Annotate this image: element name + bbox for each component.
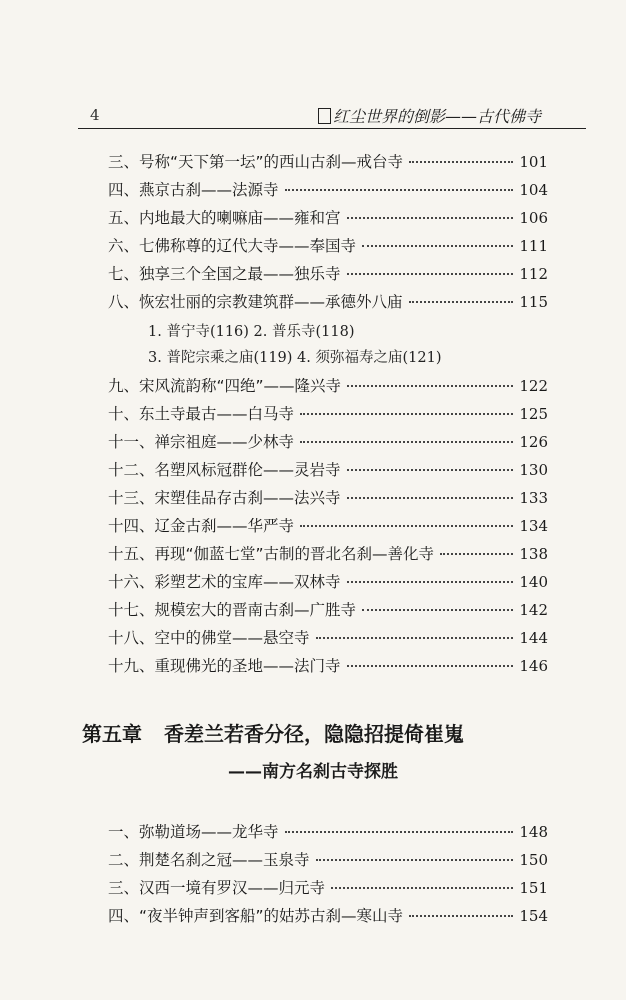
- toc-entry-title: 十、东土寺最古——白马寺: [108, 405, 295, 423]
- toc-entry-page: 106: [519, 209, 548, 227]
- toc-entry-page: 101: [519, 153, 548, 171]
- toc-entry-page: 111: [519, 237, 548, 255]
- toc-entry-title: 十五、再现“伽蓝七堂”古制的晋北名刹—善化寺: [108, 545, 435, 563]
- toc-entry-title: 八、恢宏壮丽的宗教建筑群——承德外八庙: [108, 293, 403, 311]
- toc-row: [108, 570, 548, 594]
- dot-leader: [300, 413, 513, 415]
- toc-entry-page: 138: [519, 545, 548, 563]
- toc-row: [108, 514, 548, 538]
- toc-entry-page: 148: [519, 823, 548, 841]
- toc-entry-page: 112: [519, 265, 548, 283]
- toc-row: [108, 430, 548, 454]
- toc-row: [108, 234, 548, 258]
- toc-entry-title: 四、“夜半钟声到客船”的姑苏古刹—寒山寺: [108, 907, 404, 925]
- toc-entry-title: 十二、名塑风标冠群伦——灵岩寺: [108, 461, 341, 479]
- dot-leader: [440, 553, 513, 555]
- dot-leader: [409, 915, 513, 917]
- toc-row: [108, 486, 548, 510]
- dot-leader: [347, 217, 514, 219]
- dot-leader: [362, 245, 513, 247]
- dot-leader: [347, 469, 514, 471]
- toc-entry-title: 十九、重现佛光的圣地——法门寺: [108, 657, 341, 675]
- dot-leader: [331, 887, 513, 889]
- toc-entry-title: 五、内地最大的喇嘛庙——雍和宫: [108, 209, 341, 227]
- toc-row: [108, 820, 548, 844]
- toc-row: [108, 150, 548, 174]
- square-icon: [318, 108, 331, 124]
- toc-row: [108, 626, 548, 650]
- toc-entry-page: 140: [519, 573, 548, 591]
- toc-entry-page: 144: [519, 629, 548, 647]
- running-title-text: 红尘世界的倒影——古代佛寺: [333, 107, 542, 126]
- dot-leader: [409, 161, 513, 163]
- dot-leader: [285, 831, 514, 833]
- chapter-heading: [82, 718, 582, 748]
- toc-entry-page: 142: [519, 601, 548, 619]
- toc-entry-title: 十一、禅宗祖庭——少林寺: [108, 433, 295, 451]
- toc-row: [108, 262, 548, 286]
- toc-row: [108, 904, 548, 928]
- running-title: [318, 104, 541, 127]
- toc-row: [108, 654, 548, 678]
- toc-row: [108, 876, 548, 900]
- dot-leader: [347, 273, 514, 275]
- toc-entry-title: 十三、宋塑佳品存古刹——法兴寺: [108, 489, 341, 507]
- toc-entry-page: 146: [519, 657, 548, 675]
- toc-entry-title: 三、汉西一境有罗汉——归元寺: [108, 879, 326, 897]
- toc-entry-page: 151: [519, 879, 548, 897]
- toc-entry-title: 十四、辽金古刹——华严寺: [108, 517, 295, 535]
- chapter-number: 第五章: [82, 722, 142, 746]
- toc-row: [108, 848, 548, 872]
- toc-entry-title: 二、荆楚名刹之冠——玉泉寺: [108, 851, 310, 869]
- toc-row: [108, 598, 548, 622]
- toc-row: [108, 178, 548, 202]
- dot-leader: [316, 637, 514, 639]
- toc-entry-page: 154: [519, 907, 548, 925]
- toc-entry-page: 126: [519, 433, 548, 451]
- toc-entry-page: 115: [519, 293, 548, 311]
- toc-entry-page: 122: [519, 377, 548, 395]
- header-rule: [78, 128, 586, 129]
- toc-sub-items: 3. 普陀宗乘之庙(119) 4. 须弥福寿之庙(121): [148, 350, 442, 366]
- toc-entry-page: 134: [519, 517, 548, 535]
- toc-entry-title: 十七、规模宏大的晋南古刹—广胜寺: [108, 601, 357, 619]
- toc-entry-page: 150: [519, 851, 548, 869]
- toc-row: [108, 374, 548, 398]
- toc-row: [108, 458, 548, 482]
- dot-leader: [316, 859, 514, 861]
- toc-entry-title: 十六、彩塑艺术的宝库——双林寺: [108, 573, 341, 591]
- toc-entry-title: 七、独享三个全国之最——独乐寺: [108, 265, 341, 283]
- toc-entry-page: 104: [519, 181, 548, 199]
- toc-entry-title: 十八、空中的佛堂——悬空寺: [108, 629, 310, 647]
- toc-sub-items: 1. 普宁寺(116) 2. 普乐寺(118): [148, 324, 355, 340]
- chapter-subtitle: ——南方名刹古寺探胜: [228, 762, 398, 782]
- page-number: 4: [90, 106, 100, 124]
- dot-leader: [362, 609, 513, 611]
- toc-row: [108, 206, 548, 230]
- toc-entry-title: 四、燕京古刹——法源寺: [108, 181, 279, 199]
- toc-entry-title: 六、七佛称尊的辽代大寺——奉国寺: [108, 237, 357, 255]
- dot-leader: [347, 665, 514, 667]
- toc-entry-title: 三、号称“天下第一坛”的西山古刹—戒台寺: [108, 153, 404, 171]
- toc-row: [108, 402, 548, 426]
- toc-entry-title: 九、宋风流韵称“四绝”——隆兴寺: [108, 377, 342, 395]
- dot-leader: [285, 189, 514, 191]
- dot-leader: [409, 301, 514, 303]
- dot-leader: [347, 497, 514, 499]
- toc-row: [108, 542, 548, 566]
- chapter-title: 香差兰若香分径，隐隐招提倚崔嵬: [164, 722, 464, 746]
- dot-leader: [300, 525, 513, 527]
- toc-entry-title: 一、弥勒道场——龙华寺: [108, 823, 279, 841]
- toc-row: [108, 290, 548, 314]
- toc-entry-page: 133: [519, 489, 548, 507]
- toc-entry-page: 125: [519, 405, 548, 423]
- dot-leader: [347, 581, 514, 583]
- toc-entry-page: 130: [519, 461, 548, 479]
- dot-leader: [300, 441, 513, 443]
- page-header: [78, 96, 586, 130]
- dot-leader: [347, 385, 513, 387]
